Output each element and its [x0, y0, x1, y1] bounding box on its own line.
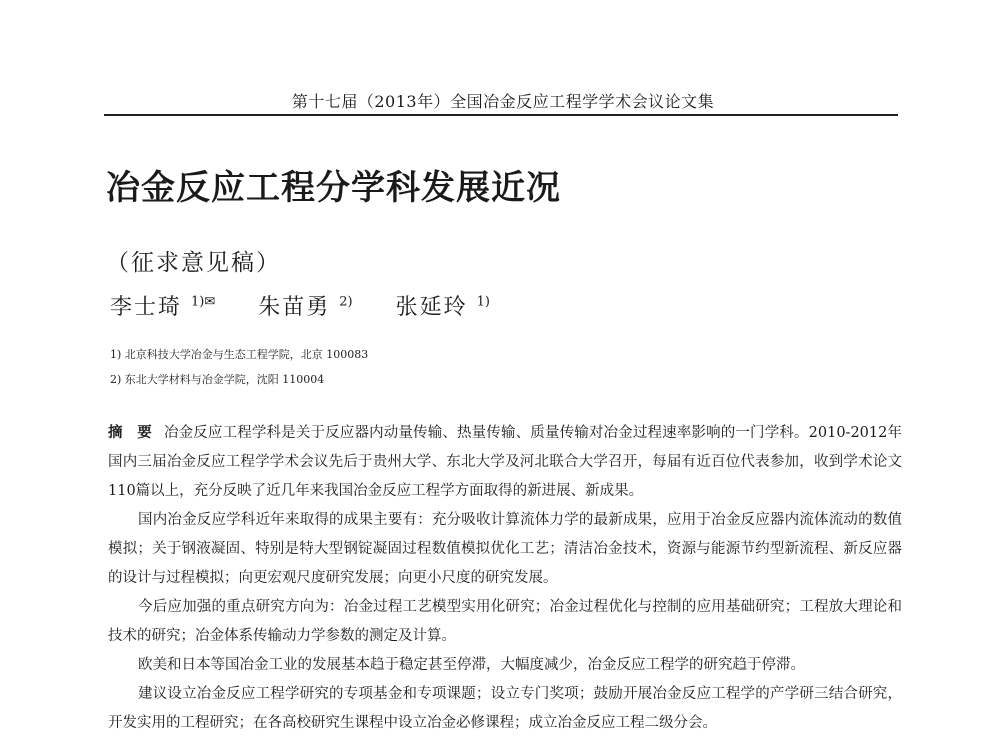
author-name: 朱苗勇	[258, 295, 331, 320]
header-rule	[104, 114, 898, 116]
running-header: 第十七届（2013年）全国冶金反应工程学学术会议论文集	[291, 92, 715, 111]
paper-subtitle: （征求意见稿）	[106, 250, 281, 276]
author-affiliation-mark: 1)✉	[191, 294, 216, 310]
author-2	[258, 290, 352, 321]
author-name: 张延玲	[395, 295, 468, 320]
author-affiliation-mark: 1)	[476, 294, 490, 310]
author-name: 李士琦	[110, 295, 183, 320]
abstract-paragraph: 摘 要 冶金反应工程学科是关于反应器内动量传输、热量传输、质量传输对冶金过程速率影响的一门学科。2010-2012年国内三届冶金反应工程学学术会议先后于贵州大学、东北大学及河北联合大学召开，每届有近百位代表参加，收到学术论文110篇以上，充分反映了近几年来我国冶金反应工程学方面取得的新进展、新成果。	[108, 424, 903, 499]
author-1	[110, 290, 215, 321]
abstract-paragraph: 国内冶金反应学科近年来取得的成果主要有：充分吸收计算流体力学的最新成果，应用于冶金反应器内流体流动的数值模拟；关于钢液凝固、特别是特大型钢锭凝固过程数值模拟优化工艺；清洁冶金技术，资源与能源节约型新流程、新反应器的设计与过程模拟；向更宏观尺度研究发展；向更小尺度的研究发展。	[108, 512, 902, 586]
author-3	[396, 290, 490, 321]
abstract-label: 摘 要	[108, 424, 152, 441]
abstract-paragraph: 建议设立冶金反应工程学研究的专项基金和专项课题；设立专门奖项；鼓励开展冶金反应工程学的产学研三结合研究，开发实用的工程研究；在各高校研究生课程中设立冶金必修课程；成立冶金反应工程二级分会。	[108, 686, 902, 731]
abstract-paragraph: 欧美和日本等国冶金工业的发展基本趋于稳定甚至停滞，大幅度减少，冶金反应工程学的研究趋于停滞。	[138, 657, 805, 673]
affiliation-2: 2) 东北大学材料与冶金学院，沈阳 110004	[110, 373, 325, 386]
affiliation-1: 1) 北京科技大学冶金与生态工程学院，北京 100083	[110, 348, 369, 361]
abstract-paragraph: 今后应加强的重点研究方向为：冶金过程工艺模型实用化研究；冶金过程优化与控制的应用基础研究；工程放大理论和技术的研究；冶金体系传输动力学参数的测定及计算。	[108, 599, 902, 644]
abstract	[108, 418, 902, 738]
paper-title: 冶金反应工程分学科发展近况	[106, 168, 561, 208]
author-list	[110, 290, 526, 321]
author-affiliation-mark: 2)	[339, 294, 353, 310]
